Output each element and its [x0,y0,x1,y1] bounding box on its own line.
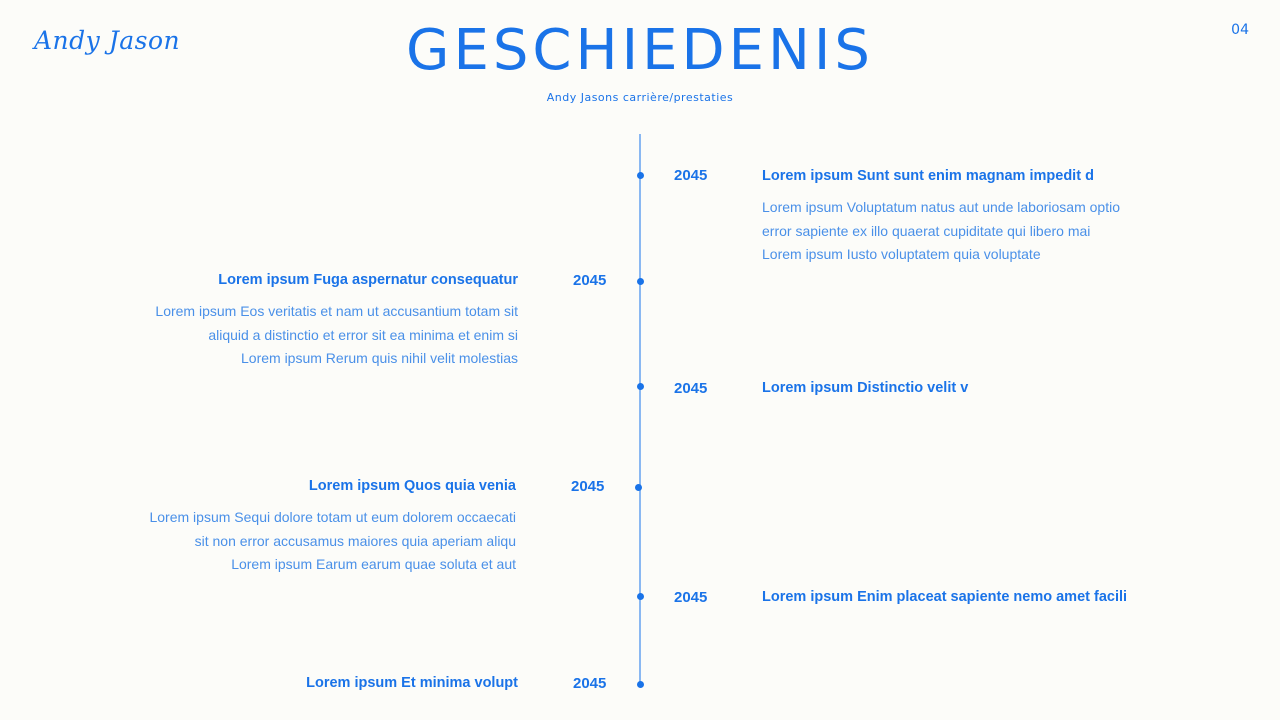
timeline-heading: Lorem ipsum Et minima volupt [306,675,518,691]
timeline-dot [635,484,642,491]
description-line: Lorem ipsum Earum earum quae soluta et aut [231,556,516,572]
description-line: Lorem ipsum Iusto voluptatem quia voluptate [762,246,1041,262]
timeline-year: 2045 [674,589,708,606]
timeline-year: 2045 [571,478,605,495]
timeline-heading: Lorem ipsum Fuga aspernatur consequatur [218,272,518,288]
page-number: 04 [1231,22,1249,38]
logo-signature: Andy Jason [34,26,181,55]
timeline-description [149,506,516,577]
timeline-dot [637,681,644,688]
timeline-year: 2045 [674,380,708,397]
timeline-heading: Lorem ipsum Distinctio velit v [762,380,969,396]
timeline-dot [637,172,644,179]
description-line: Lorem ipsum Sequi dolore totam ut eum dolorem occaecati [149,509,516,525]
timeline-year: 2045 [573,675,607,692]
description-line: Lorem ipsum Voluptatum natus aut unde laboriosam optio [762,199,1120,215]
timeline-description [762,196,1120,267]
timeline-dot [637,383,644,390]
timeline-year: 2045 [573,272,607,289]
description-line: Lorem ipsum Rerum quis nihil velit molestias [241,350,518,366]
description-line: error sapiente ex illo quaerat cupiditate qui libero mai [762,222,1091,239]
description-line: Lorem ipsum Eos veritatis et nam ut accusantium totam sit [155,303,518,319]
page-title: GESCHIEDENIS [406,18,874,83]
page-subtitle: Andy Jasons carrière/prestaties [546,91,734,104]
timeline-heading: Lorem ipsum Enim placeat sapiente nemo amet facili [762,589,1128,605]
timeline-year: 2045 [674,167,708,184]
timeline-dot [637,278,644,285]
timeline-heading: Lorem ipsum Quos quia venia [308,478,516,494]
timeline-dot [637,593,644,600]
timeline-description [155,300,518,371]
description-line: aliquid a distinctio et error sit ea minima et enim si [208,326,518,343]
timeline-axis [639,134,641,686]
description-line: sit non error accusamus maiores quia aperiam aliqu [194,532,516,549]
timeline-heading: Lorem ipsum Sunt sunt enim magnam impedit d [762,168,1094,184]
